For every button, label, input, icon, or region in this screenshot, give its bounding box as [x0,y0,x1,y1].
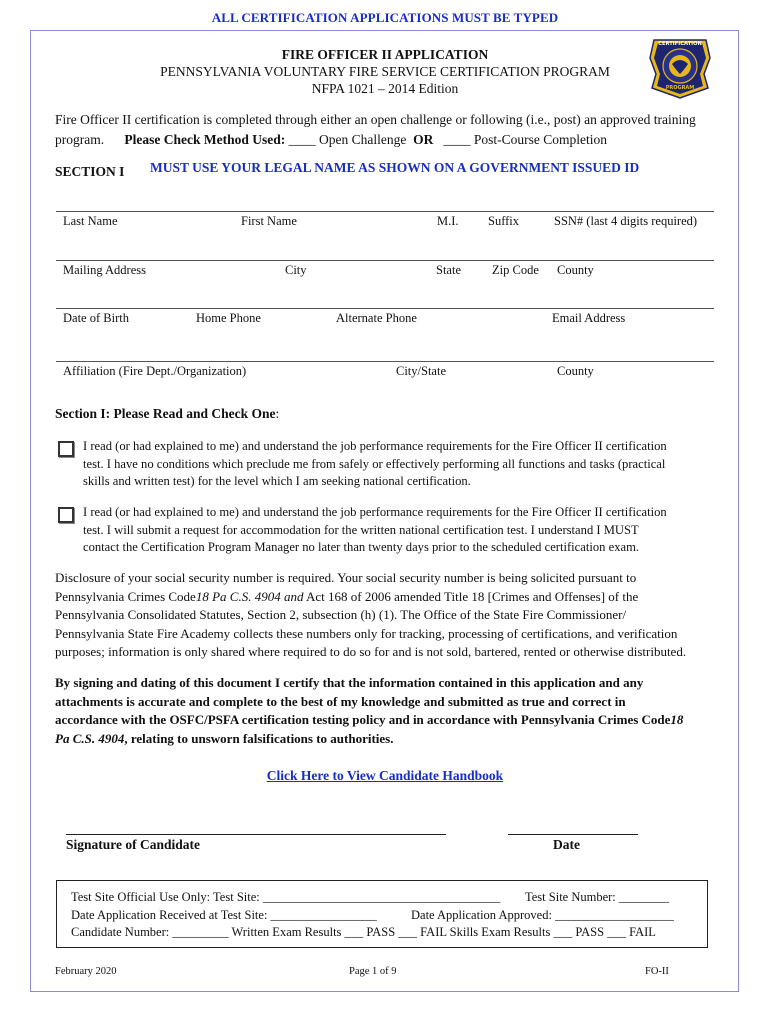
date-line[interactable] [508,834,638,835]
legal-name-notice: MUST USE YOUR LEGAL NAME AS SHOWN ON A GOVERNMENT ISSUED ID [150,160,640,175]
suffix-label: Suffix [488,214,520,228]
date-of-birth-label: Date of Birth [63,311,129,325]
form-title: FIRE OFFICER II APPLICATION [281,47,489,62]
typed-requirement-banner: ALL CERTIFICATION APPLICATIONS MUST BE TYPED [211,10,559,25]
alternate-phone-label: Alternate Phone [336,311,417,325]
row1-input-line[interactable] [56,211,714,212]
post-course-option: Post-Course Completion [473,132,607,147]
city-label: City [285,263,307,277]
date-label: Date [553,837,580,852]
candidate-handbook-link[interactable]: Click Here to View Candidate Handbook [266,768,504,783]
test-site-number-line: Test Site Number: ________ [525,890,669,904]
footer-page-number: Page 1 of 9 [349,966,397,977]
official-use-box [56,880,708,948]
certification-program-seal [648,34,712,100]
row2-input-line[interactable] [56,260,714,261]
ssn-disclosure: Disclosure of your social security number is required. Your social security number is being solicited pursuant to Pennsylvania Crimes Code18 Pa C.S. 4904 and Act 168 of 2006 amended Title 18 [Crimes and Offenses] of the Pennsylvania Consolidated Statutes, Section 2, subsection (h) (1). The Office of the State Fire Commissioner/ Pennsylvania State Fire Academy collects these numbers only for tracking, processing of certifications, and verification purposes; information is only shared where required to do so for and is not sold, bartered, rented or otherwise distributed. [55,570,687,659]
signature-label: Signature of Candidate [66,837,201,852]
zip-code-label: Zip Code [492,263,539,277]
date-approved-line: Date Application Approved: ___________________ [411,908,674,922]
read-check-heading: Section I: Please Read and Check One: [55,406,280,421]
ssn-label: SSN# (last 4 digits required) [554,214,698,228]
date-received-line: Date Application Received at Test Site: _________________ [71,908,377,922]
row3-input-line[interactable] [56,308,714,309]
affiliation-label: Affiliation (Fire Dept./Organization) [63,364,247,378]
first-name-label: First Name [241,214,297,228]
certification-statement: By signing and dating of this document I certify that the information contained in this application and any attachments is accurate and complete to the best of my knowledge and submitted as true and correct in accordance with the OSFC/PSFA certification testing policy and in accordance with Pennsylvania Crimes Code18 Pa C.S. 4904, relating to unsworn falsifications to authorities. [55,675,684,746]
accommodation-checkbox[interactable] [58,507,74,523]
certification-intro [55,110,717,150]
email-address-label: Email Address [552,311,626,325]
open-challenge-option: Open Challenge [318,132,407,147]
section-i-heading: SECTION I [55,164,125,179]
signature-line[interactable] [66,834,446,835]
county-label: County [557,263,594,277]
intro-line-2: program. Please Check Method Used: ____ Open Challenge OR ____ Post-Course Completion [55,132,607,147]
nfpa-edition: NFPA 1021 – 2014 Edition [311,81,459,96]
test-site-line: Test Site Official Use Only: Test Site: ______________________________________ [71,890,501,904]
accommodation-statement: I read (or had explained to me) and understand the job performance requirements for the Fire Officer II certification test. I will submit a request for accommodation for the written national certification test. I understand I MUST contact the Certification Program Manager no later than twenty days prior to the scheduled certification exam. [83,505,667,554]
state-label: State [436,263,461,277]
city-state-label: City/State [396,364,446,378]
exam-results-line: Candidate Number: _________ Written Exam Results ___ PASS ___ FAIL Skills Exam Results ___ PASS ___ FAIL [71,925,656,939]
no-accommodation-checkbox[interactable] [58,441,74,457]
mailing-address-label: Mailing Address [63,263,146,277]
method-label: Please Check Method Used: [124,132,286,147]
open-challenge-blank[interactable]: ____ [288,132,316,147]
footer-form-code: FO-II [645,966,669,977]
footer-date: February 2020 [55,966,117,977]
program-name: PENNSYLVANIA VOLUNTARY FIRE SERVICE CERTIFICATION PROGRAM [160,64,610,79]
no-accommodation-statement: I read (or had explained to me) and understand the job performance requirements for the Fire Officer II certification test. I have no conditions which preclude me from safely or effectively performing all functions and tasks (practical skills and written test) for the level which I am seeking national certification. [83,439,667,488]
svg-text:PROGRAM: PROGRAM [665,85,695,91]
last-name-label: Last Name [63,214,118,228]
intro-line-1: Fire Officer II certification is completed through either an open challenge or following (i.e., post) an approved training [55,112,696,127]
svg-text:CERTIFICATION: CERTIFICATION [658,41,702,47]
affiliation-county-label: County [557,364,594,378]
post-course-blank[interactable]: ____ [443,132,471,147]
row4-input-line[interactable] [56,361,714,362]
middle-initial-label: M.I. [437,214,459,228]
home-phone-label: Home Phone [196,311,261,325]
